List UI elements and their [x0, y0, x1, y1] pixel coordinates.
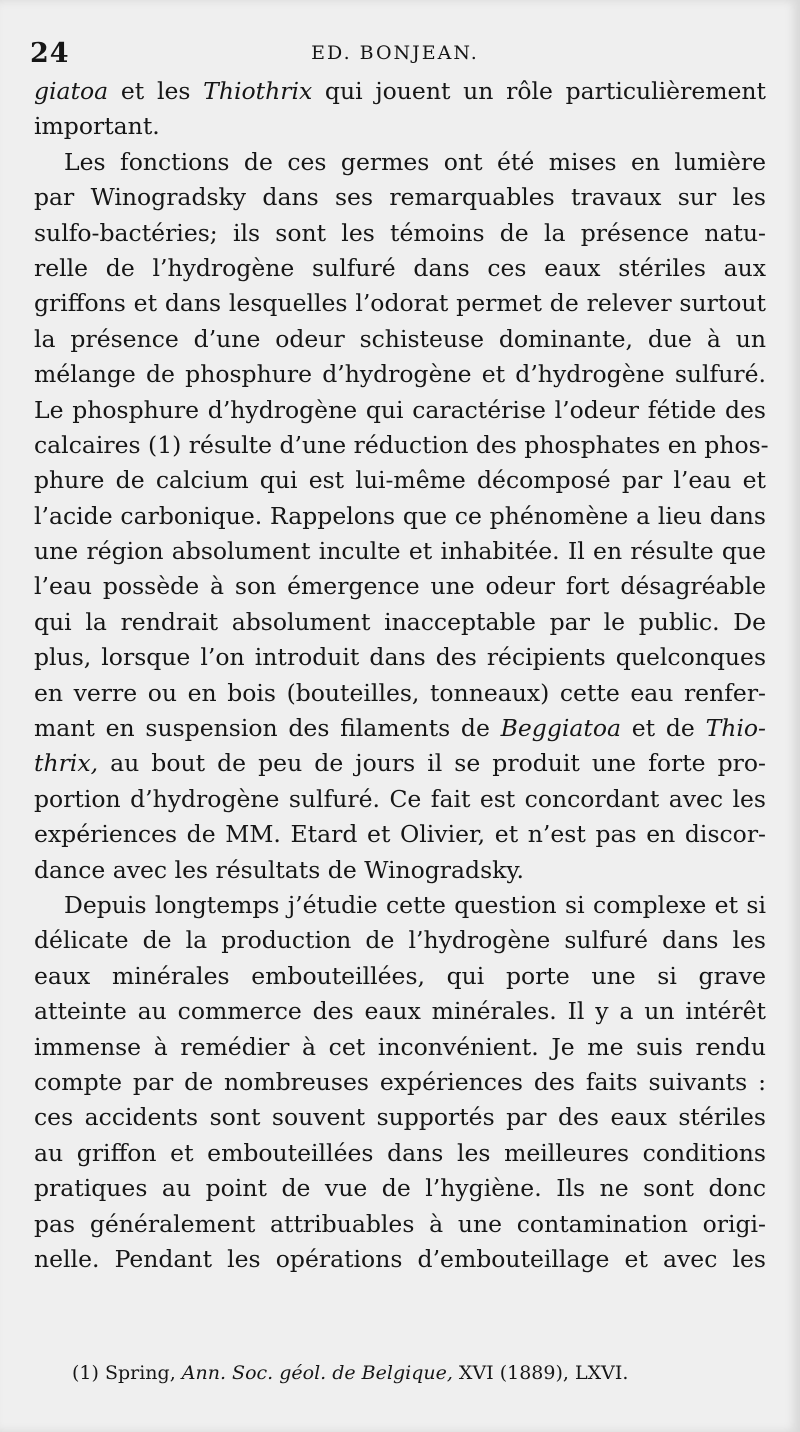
italic-text: Ann. Soc. géol. de Belgique,: [181, 1362, 453, 1384]
text-run: important.: [34, 112, 160, 141]
text-line: [34, 251, 766, 286]
text-run: expériences de MM. Etard et Olivier, et n’est pas en discor-: [34, 820, 766, 849]
italic-text: giatoa: [34, 77, 109, 105]
italic-text: Beggiatoa: [500, 714, 622, 743]
text-line: [34, 711, 766, 746]
text-run: une région absolument inculte et inhabitée. Il en résulte que: [34, 537, 766, 566]
text-line: [34, 499, 766, 534]
text-line: [34, 322, 766, 357]
text-line: [34, 853, 766, 888]
text-run: eaux minérales embouteillées, qui porte une si grave: [34, 961, 766, 990]
footnote: [72, 1362, 628, 1384]
text-run: qui jouent un rôle particulièrement: [312, 77, 766, 105]
text-run: dance avec les résultats de Winogradsky.: [34, 855, 525, 884]
text-run: délicate de la production de l’hydrogène sulfuré dans les: [34, 926, 766, 955]
page-number: 24: [30, 38, 70, 69]
text-line: [34, 74, 766, 109]
text-run: et de: [621, 714, 706, 743]
text-run: atteinte au commerce des eaux minérales. Il y a un intérêt: [34, 997, 766, 1026]
text-run: portion d’hydrogène sulfuré. Ce fait est concordant avec les: [34, 784, 766, 813]
text-run: mélange de phosphure d’hydrogène et d’hydrogène sulfuré.: [34, 360, 766, 389]
text-run: et les: [108, 77, 204, 105]
text-line: [34, 145, 766, 180]
text-run: l’eau possède à son émergence une odeur fort désagréable: [34, 572, 766, 601]
text-run: au bout de peu de jours il se produit une forte pro-: [98, 749, 766, 778]
text-line: [34, 1065, 766, 1100]
text-line: [34, 357, 766, 392]
text-run: mant en suspension des filaments de: [34, 714, 501, 743]
text-run: nelle. Pendant les opérations d’embouteillage et avec les: [34, 1244, 766, 1273]
text-line: [34, 746, 766, 781]
text-line: [34, 923, 766, 958]
text-run: au griffon et embouteillées dans les meilleures conditions: [34, 1138, 766, 1167]
text-line: [34, 1136, 766, 1171]
text-run: ces accidents sont souvent supportés par des eaux stériles: [34, 1103, 766, 1132]
text-line: [34, 393, 766, 428]
text-run: Le phosphure d’hydrogène qui caractérise l’odeur fétide des: [34, 395, 766, 424]
text-line: [34, 1242, 766, 1277]
text-run: en verre ou en bois (bouteilles, tonneaux) cette eau renfer-: [34, 678, 766, 707]
text-line: [34, 817, 766, 852]
text-run: plus, lorsque l’on introduit dans des récipients quelconques: [34, 643, 766, 672]
text-line: [34, 1100, 766, 1135]
running-head: ED. BONJEAN.: [311, 42, 479, 64]
text-line: [34, 782, 766, 817]
text-run: griffons et dans lesquelles l’odorat permet de relever surtout: [34, 289, 766, 318]
text-run: Les fonctions de ces germes ont été mises en lumière: [64, 147, 766, 176]
text-line: [34, 1171, 766, 1206]
text-line: [34, 180, 766, 215]
text-run: (1) Spring,: [72, 1362, 182, 1384]
text-line: [34, 428, 769, 463]
text-line: [34, 286, 766, 321]
text-line: [34, 888, 766, 923]
italic-text: thrix,: [34, 749, 99, 778]
page-header: [30, 38, 760, 74]
text-line: [34, 109, 766, 144]
text-run: sulfo-bactéries; ils sont les témoins de la présence natu-: [34, 218, 766, 247]
text-run: qui la rendrait absolument inacceptable par le public. De: [34, 607, 766, 636]
text-run: relle de l’hydrogène sulfuré dans ces eaux stériles aux: [34, 253, 766, 282]
text-line: [34, 463, 766, 498]
text-run: calcaires (1) résulte d’une réduction des phosphates en phos-: [34, 430, 769, 459]
text-run: phure de calcium qui est lui-même décomposé par l’eau et: [34, 466, 766, 495]
text-run: la présence d’une odeur schisteuse dominante, due à un: [34, 324, 766, 353]
text-line: [34, 569, 766, 604]
italic-text: Thiothrix: [203, 77, 313, 105]
text-run: XVI (1889), LXVI.: [452, 1362, 629, 1384]
text-line: [34, 676, 766, 711]
body-text: [34, 74, 769, 1277]
text-line: [34, 1207, 766, 1242]
text-run: par Winogradsky dans ses remarquables travaux sur les: [34, 183, 766, 212]
text-run: immense à remédier à cet inconvénient. Je me suis rendu: [34, 1032, 766, 1061]
text-run: compte par de nombreuses expériences des faits suivants :: [34, 1067, 766, 1096]
text-run: pratiques au point de vue de l’hygiène. Ils ne sont donc: [34, 1174, 766, 1203]
text-line: [34, 994, 766, 1029]
text-line: [34, 534, 766, 569]
text-line: [34, 1030, 766, 1065]
text-run: Depuis longtemps j’étudie cette question si complexe et si: [64, 890, 766, 919]
text-run: pas généralement attribuables à une contamination origi-: [34, 1209, 766, 1238]
text-run: l’acide carbonique. Rappelons que ce phénomène a lieu dans: [34, 501, 766, 530]
text-line: [34, 605, 766, 640]
text-line: [34, 640, 766, 675]
text-line: [34, 959, 766, 994]
text-line: [34, 216, 766, 251]
italic-text: Thio-: [705, 714, 766, 743]
